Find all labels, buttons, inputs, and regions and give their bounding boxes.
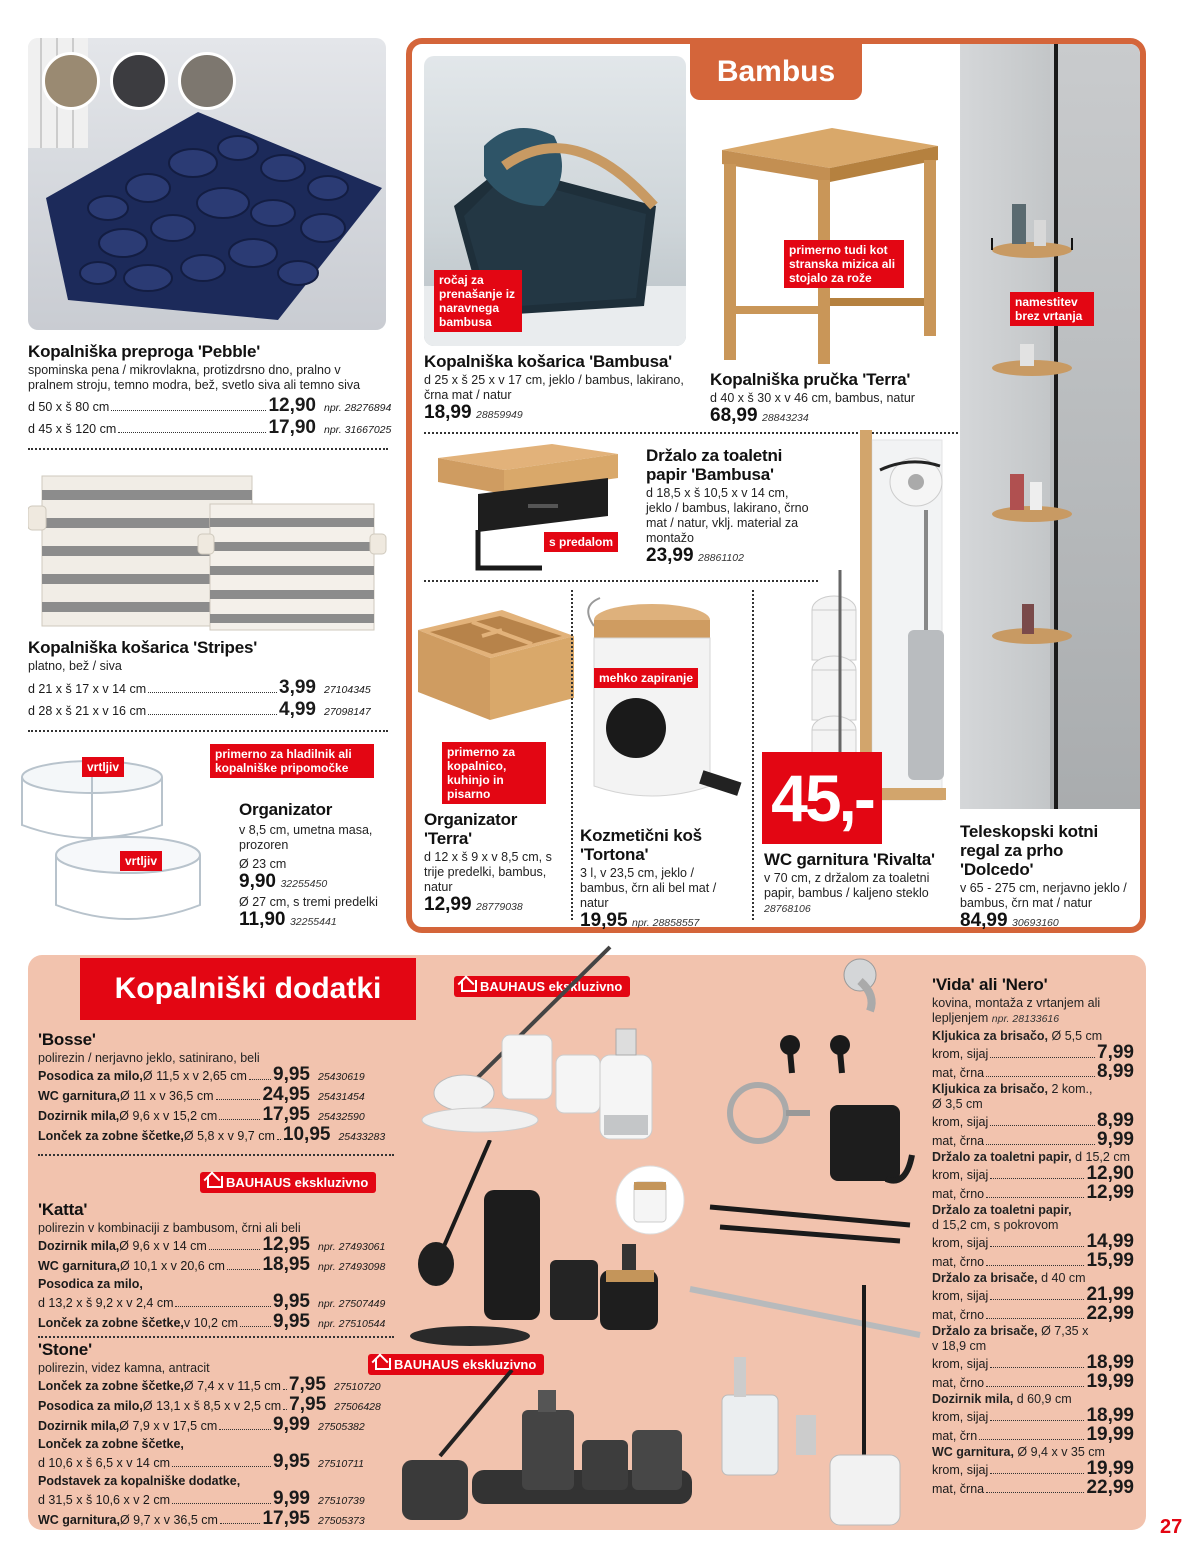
bambusa-basket-info: Kopalniška košarica 'Bambusa' d 25 x š 25 x v 17 cm, jeklo / bambus, lakirano, črna mat / natur 18,99 28859949 [424, 352, 686, 423]
bambus-banner: Bambus [690, 44, 862, 100]
pebble-mat-photo [28, 38, 386, 330]
organizator-info: Organizator v 8,5 cm, umetna masa, prozoren Ø 23 cm 9,90 32255450 Ø 27 cm, s tremi predelki 11,90 32255441 [239, 800, 389, 930]
katta-info [38, 1200, 394, 1333]
katta-row: Dozirnik mila, Ø 9,6 x v 14 cm 12,95 npr. 27493061 [38, 1234, 386, 1255]
vida-variant: krom, sijaj 18,99 [932, 1405, 1134, 1426]
organizator-terra-photo [412, 596, 582, 726]
vida-item: Držalo za brisače, Ø 7,35 x v 18,9 cm [932, 1324, 1089, 1353]
vida-item: WC garnitura, Ø 9,4 x v 35 cm [932, 1445, 1105, 1459]
organizator-usage-tag: primerno za hladilnik ali kopalniške pripomočke [210, 744, 374, 778]
katta-row-title: Posodica za milo, [38, 1277, 143, 1291]
page-number: 27 [1160, 1516, 1183, 1538]
vida-variant: mat, črno 19,99 [932, 1371, 1134, 1392]
stripes-row-1: d 21 x š 17 x v 14 cm 3,99 27104345 [28, 677, 371, 698]
dolcedo-desc: v 65 - 275 cm, nerjavno jeklo / bambus, črn mat / natur [960, 881, 1127, 910]
bosse-row: Dozirnik mila, Ø 9,6 x v 15,2 cm 17,95 25432590 [38, 1104, 365, 1125]
vida-item: Držalo za toaletni papir, d 15,2 cm, s pokrovom [932, 1203, 1072, 1232]
katta-products-photo [400, 1140, 690, 1350]
bauhaus-exclusive-badge-3: BAUHAUS ekskluzivno [368, 1354, 544, 1375]
bauhaus-exclusive-badge-2: BAUHAUS ekskluzivno [200, 1172, 376, 1193]
katta-row: WC garnitura, Ø 10,1 x v 20,6 cm 18,95 npr. 27493098 [38, 1254, 386, 1275]
bosse-info [38, 1030, 394, 1146]
vida-variant: mat, črno 15,99 [932, 1250, 1134, 1271]
stone-info [38, 1340, 394, 1530]
stone-row: Lonček za zobne ščetke, Ø 7,4 x v 11,5 cm 7,95 27510720 [38, 1374, 381, 1395]
stripes-baskets-photo [28, 460, 388, 635]
stone-row: Posodica za milo, Ø 13,1 x š 8,5 x v 2,5 cm 7,95 27506428 [38, 1394, 381, 1415]
vida-title: 'Vida' ali 'Nero' [932, 975, 1048, 994]
accessories-banner: Kopalniški dodatki [80, 958, 416, 1020]
vida-variant: mat, črno 22,99 [932, 1303, 1134, 1324]
dolcedo-info: Teleskopski kotni regal za prho 'Dolcedo' v 65 - 275 cm, nerjavno jeklo / bambus, črn mat / natur 84,99 30693160 [960, 822, 1138, 931]
swatch-dark-gray [110, 52, 168, 110]
stone-row-title: Podstavek za kopalniške dodatke, [38, 1474, 241, 1488]
vida-item: Držalo za brisače, d 40 cm [932, 1271, 1086, 1285]
stripes-title: Kopalniška košarica 'Stripes' [28, 638, 258, 657]
organizator-price-2: 11,90 [239, 909, 286, 930]
organizator-rotate-tag-2: vrtljiv [120, 851, 162, 871]
rivalta-info: WC garnitura 'Rivalta' v 70 cm, z držalom za toaletni papir, bambus / kaljeno steklo 28768106 [764, 850, 954, 917]
pebble-row-1: d 50 x š 80 cm 12,90 npr. 28276894 [28, 395, 392, 416]
tortona-bin-tag: mehko zapiranje [594, 668, 698, 688]
bosse-row: WC garnitura, Ø 11 x v 36,5 cm 24,95 25431454 [38, 1084, 365, 1105]
vida-variant: mat, črna 22,99 [932, 1477, 1134, 1498]
bambusa-holder-photo [432, 440, 632, 580]
vida-variant: krom, sijaj 21,99 [932, 1284, 1134, 1305]
tortona-bin-price: 19,95 [580, 910, 628, 931]
dolcedo-title: Teleskopski kotni regal za prho 'Dolcedo' [960, 822, 1098, 879]
organizator-terra-price: 12,99 [424, 894, 472, 915]
bambusa-basket-tag: ročaj za prenašanje iz naravnega bambusa [434, 270, 522, 332]
vida-variant: mat, črno 12,99 [932, 1182, 1134, 1203]
terra-stool-info: Kopalniška pručka 'Terra' d 40 x š 30 x v 46 cm, bambus, natur 68,99 28843234 [710, 370, 960, 426]
bauhaus-exclusive-badge-1: BAUHAUS ekskluzivno [454, 976, 630, 997]
vida-info: 'Vida' ali 'Nero' kovina, montaža z vrtanjem ali lepljenjem npr. 28133616 Kljukica za brisačo, Ø 5,5 cm krom, sijaj 7,99 mat, črna 8,99 Kljukica za brisačo, 2 kom., Ø 3,5 cm krom, sijaj 8,99 mat, črna 9,99 Držalo za toaletni papir, d 15,2 cm krom, sijaj 12,90 mat, črno 12,99 Držalo za toaletni papir, d 15,2 cm, s pokrovom krom, sijaj 14,99 mat, črno 15,99 Držalo za brisače, d 40 cm krom, sijaj 21,99 mat, črno 22,99 Držalo za brisače, Ø 7,35 x v 18,9 cm krom, sijaj 18,99 mat, črno 19,99 Dozirnik mila, d 60,9 cm krom, sijaj 18,99 mat, črn 19,99 WC garnitura, Ø 9,4 x v 35 cm krom, sijaj 19,99 mat, črna 22,99 [932, 975, 1134, 1498]
organizator-price-1: 9,90 [239, 871, 276, 892]
stripes-desc: platno, bež / siva [28, 659, 122, 673]
vida-item: Držalo za toaletni papir, d 15,2 cm [932, 1150, 1130, 1164]
vida-variant: mat, črna 8,99 [932, 1061, 1134, 1082]
pebble-title: Kopalniška preproga 'Pebble' [28, 342, 261, 361]
dolcedo-shower-photo [960, 44, 1140, 809]
rivalta-desc: v 70 cm, z držalom za toaletni papir, bambus / kaljeno steklo [764, 871, 930, 900]
tortona-bin-info: Kozmetični koš 'Tortona' 3 l, v 23,5 cm, jeklo / bambus, črn ali bel mat / natur 19,95 npr. 28858557 [580, 826, 740, 931]
organizator-terra-desc: d 12 x š 9 x v 8,5 cm, s trije predelki, bambus, natur [424, 850, 552, 894]
organizator-size-1: Ø 23 cm [239, 857, 287, 871]
vida-variant: mat, črna 9,99 [932, 1129, 1134, 1150]
vida-item: Kljukica za brisačo, Ø 5,5 cm [932, 1029, 1103, 1043]
bosse-desc: polirezin / nerjavno jeklo, satinirano, beli [38, 1051, 260, 1065]
stone-desc: polirezin, videz kamna, antracit [38, 1361, 210, 1375]
stone-row-title: Lonček za zobne ščetke, [38, 1437, 184, 1451]
stone-products-photo [392, 1370, 692, 1530]
tortona-bin-desc: 3 l, v 23,5 cm, jeklo / bambus, črn ali bel mat / natur [580, 866, 717, 910]
bosse-title: 'Bosse' [38, 1030, 96, 1049]
stripes-row-2: d 28 x š 21 x v 16 cm 4,99 27098147 [28, 699, 371, 720]
bosse-row: Posodica za milo, Ø 11,5 x v 2,65 cm 9,95 25430619 [38, 1064, 365, 1085]
tortona-bin-title: Kozmetični koš 'Tortona' [580, 826, 702, 864]
organizator-terra-tag: primerno za kopalnico, kuhinjo in pisarno [442, 742, 546, 804]
vida-item: Dozirnik mila, d 60,9 cm [932, 1392, 1072, 1406]
organizator-title: Organizator [239, 800, 333, 819]
vida-item: Kljukica za brisačo, 2 kom., Ø 3,5 cm [932, 1082, 1093, 1111]
rivalta-big-price: 45,- [762, 752, 882, 844]
organizator-bowls-photo [20, 755, 225, 935]
vida-variant: krom, sijaj 19,99 [932, 1458, 1134, 1479]
vida-variant: krom, sijaj 7,99 [932, 1042, 1134, 1063]
organizator-terra-info: Organizator 'Terra' d 12 x š 9 x v 8,5 cm, s trije predelki, bambus, natur 12,99 28779038 [424, 810, 564, 915]
bambusa-holder-info: Držalo za toaletni papir 'Bambusa' d 18,5 x š 10,5 x v 14 cm, jeklo / bambus, lakirano, črno mat / natur, vklj. material za montažo 23,99 28861102 [646, 446, 816, 566]
vida-variant: krom, sijaj 18,99 [932, 1352, 1134, 1373]
dolcedo-tag: namestitev brez vrtanja [1010, 292, 1094, 326]
bambusa-holder-price: 23,99 [646, 545, 694, 566]
pebble-desc: spominska pena / mikrovlakna, protizdrsno dno, pralno v pralnem stroju, temno modra, bež, svetlo siva ali temno siva [28, 363, 361, 392]
katta-desc: polirezin v kombinaciji z bambusom, črni ali beli [38, 1221, 301, 1235]
pebble-info [28, 342, 392, 439]
bambusa-basket-title: Kopalniška košarica 'Bambusa' [424, 352, 672, 371]
stripes-info [28, 638, 386, 721]
stone-row: d 10,6 x š 6,5 x v 14 cm 9,95 27510711 [38, 1451, 364, 1472]
organizator-size-2: Ø 27 cm, s tremi predelki [239, 895, 378, 909]
bambusa-basket-price: 18,99 [424, 402, 472, 423]
swatch-beige [42, 52, 100, 110]
swatch-light-gray [178, 52, 236, 110]
stone-row: d 31,5 x š 10,6 x v 2 cm 9,99 27510739 [38, 1488, 365, 1509]
vida-desc: kovina, montaža z vrtanjem ali lepljenjem [932, 996, 1101, 1025]
tortona-bin-photo [580, 596, 760, 816]
bambusa-holder-title: Držalo za toaletni papir 'Bambusa' [646, 446, 783, 484]
terra-stool-title: Kopalniška pručka 'Terra' [710, 370, 911, 389]
vida-variant: mat, črn 19,99 [932, 1424, 1134, 1445]
dolcedo-price: 84,99 [960, 910, 1008, 931]
bambusa-basket-desc: d 25 x š 25 x v 17 cm, jeklo / bambus, lakirano, črna mat / natur [424, 373, 684, 402]
stone-row: WC garnitura, Ø 9,7 x v 36,5 cm 17,95 27505373 [38, 1508, 365, 1529]
stone-title: 'Stone' [38, 1340, 92, 1359]
terra-stool-tag: primerno tudi kot stranska mizica ali stojalo za rože [784, 240, 904, 288]
terra-stool-price: 68,99 [710, 405, 758, 426]
bosse-products-photo [420, 945, 690, 1145]
katta-row: Lonček za zobne ščetke, v 10,2 cm 9,95 npr. 27510544 [38, 1311, 386, 1332]
pebble-row-2: d 45 x š 120 cm 17,90 npr. 31667025 [28, 417, 392, 438]
bosse-row: Lonček za zobne ščetke, Ø 5,8 x v 9,7 cm 10,95 25433283 [38, 1124, 386, 1145]
katta-title: 'Katta' [38, 1200, 88, 1219]
vida-products-photo [680, 955, 930, 1530]
bambusa-holder-desc: d 18,5 x š 10,5 x v 14 cm, jeklo / bambus, lakirano, črno mat / natur, vklj. material za montažo [646, 486, 809, 545]
vida-variant: krom, sijaj 12,90 [932, 1163, 1134, 1184]
stone-row: Dozirnik mila, Ø 7,9 x v 17,5 cm 9,99 27505382 [38, 1414, 365, 1435]
bambusa-holder-tag: s predalom [544, 532, 618, 552]
organizator-desc: v 8,5 cm, umetna masa, prozoren [239, 823, 373, 852]
organizator-terra-title: Organizator 'Terra' [424, 810, 518, 848]
vida-variant: krom, sijaj 14,99 [932, 1231, 1134, 1252]
rivalta-title: WC garnitura 'Rivalta' [764, 850, 935, 869]
vida-variant: krom, sijaj 8,99 [932, 1110, 1134, 1131]
organizator-rotate-tag-1: vrtljiv [82, 757, 124, 777]
terra-stool-desc: d 40 x š 30 x v 46 cm, bambus, natur [710, 391, 915, 405]
katta-row: d 13,2 x š 9,2 x v 2,4 cm 9,95 npr. 27507449 [38, 1291, 386, 1312]
